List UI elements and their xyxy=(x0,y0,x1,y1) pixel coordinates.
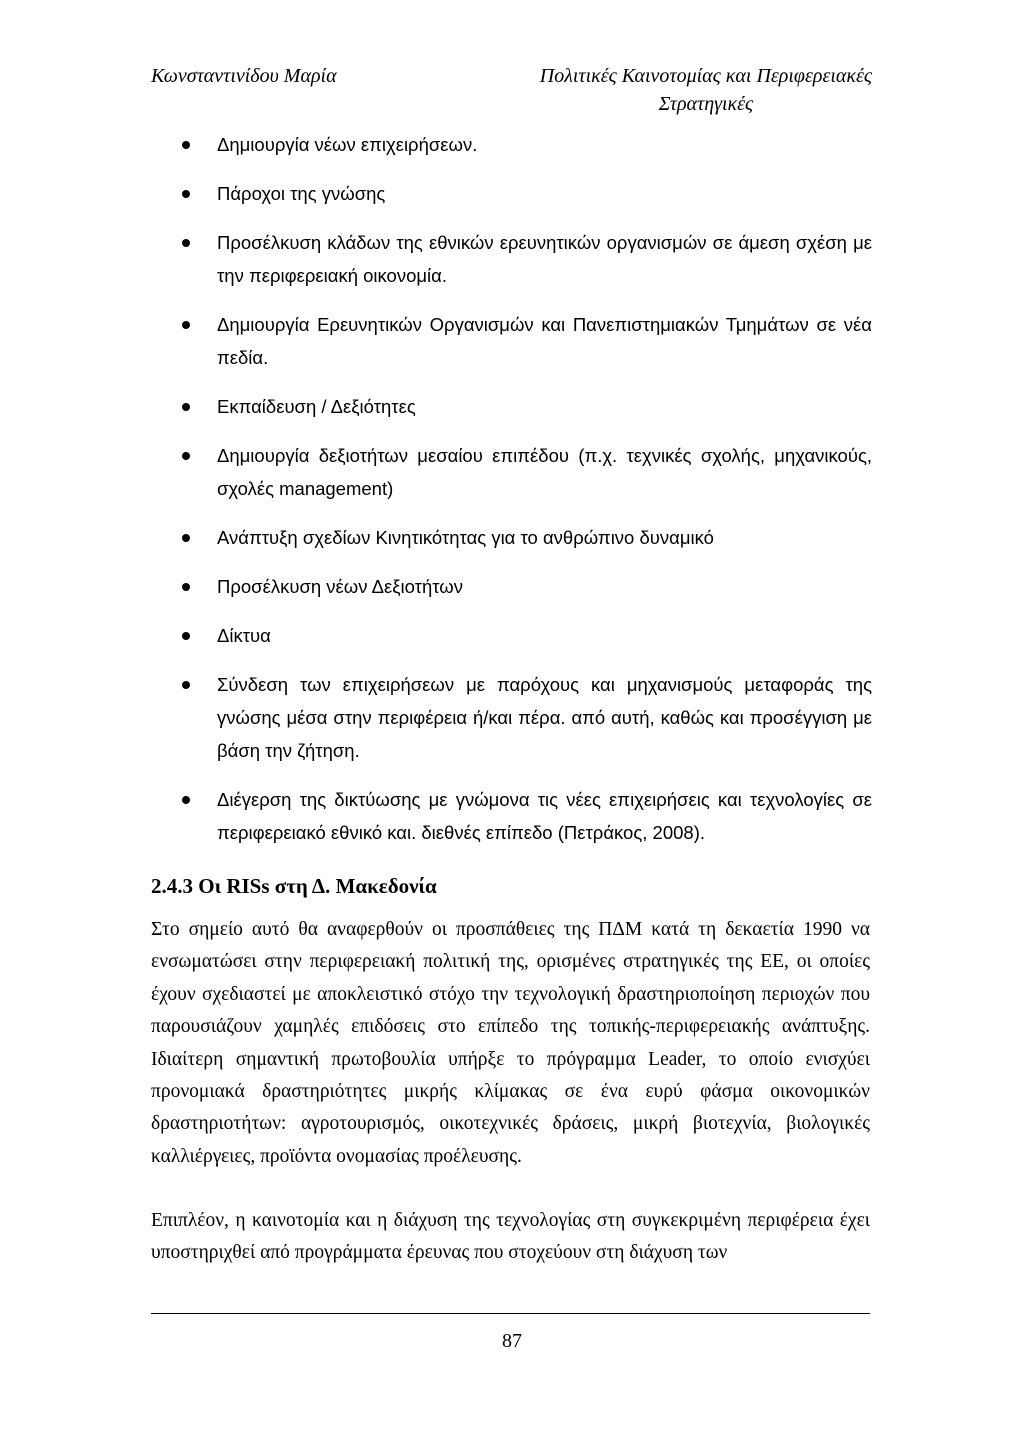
list-item xyxy=(155,177,872,210)
page-number: 87 xyxy=(502,1330,522,1352)
list-item xyxy=(155,439,872,505)
list-item xyxy=(155,668,872,767)
section-heading: 2.4.3 Οι RISs στη Δ. Μακεδονία xyxy=(151,874,437,898)
list-item-text: Δημιουργία νέων επιχειρήσεων. xyxy=(217,134,478,155)
bullet-dot-icon xyxy=(182,583,190,591)
list-item-text: Ανάπτυξη σχεδίων Κινητικότητας για το ανθρώπινο δυναμικό xyxy=(217,527,714,548)
bullet-dot-icon xyxy=(182,239,190,247)
list-item-text: Πάροχοι της γνώσης xyxy=(217,183,386,204)
bullet-list xyxy=(155,128,872,865)
bullet-dot-icon xyxy=(182,534,190,542)
list-item-text: Σύνδεση των επιχειρήσεων με παρόχους και μηχανισμούς μεταφοράς της γνώσης μέσα στην περιφέρεια ή/και πέρα. από αυτή, καθώς και προσέγγιση με βάση την ζήτηση. xyxy=(217,674,872,761)
list-item-text: Δημιουργία δεξιοτήτων μεσαίου επιπέδου (π.χ. τεχνικές σχολής, μηχανικούς, σχολές management) xyxy=(217,445,872,499)
body-paragraph: Στο σημείο αυτό θα αναφερθούν οι προσπάθειες της ΠΔΜ κατά τη δεκαετία 1990 να ενσωματώσει στην περιφερειακή πολιτική της, ορισμένες στρατηγικές της ΕΕ, οι οποίες έχουν σχεδιαστεί με αποκλειστικό στόχο την τεχνολογική δραστηριοποίηση περιοχών που παρουσιάζουν χαμηλές επιδόσεις στο επίπεδο της τοπικής-περιφερειακής ανάπτυξης. Ιδιαίτερη σημαντική πρωτοβουλία υπήρξε το πρόγραμμα Leader, το οποίο ενισχύει προνομιακά δραστηριότητες μικρής κλίμακας σε ένα ευρύ φάσμα οικονομικών δραστηριοτήτων: αγροτουρισμός, οικοτεχνικές δράσεις, μικρή βιοτεχνία, βιολογικές καλλιέργειες, προϊόντα ονομασίας προέλευσης. xyxy=(151,919,870,1167)
bullet-dot-icon xyxy=(182,452,190,460)
running-header-title xyxy=(540,62,872,118)
list-item xyxy=(155,226,872,292)
list-item xyxy=(155,128,872,161)
running-header-author: Κωνσταντινίδου Μαρία xyxy=(151,65,337,87)
list-item-text: Δίκτυα xyxy=(217,625,271,646)
list-item xyxy=(155,570,872,603)
bullet-dot-icon xyxy=(182,403,190,411)
list-item xyxy=(155,783,872,849)
bullet-dot-icon xyxy=(182,632,190,640)
running-header-title-line1: Πολιτικές Καινοτομίας και Περιφερειακές xyxy=(539,65,872,87)
bullet-dot-icon xyxy=(182,321,190,329)
footer-divider xyxy=(151,1313,870,1314)
bullet-dot-icon xyxy=(182,681,190,689)
bullet-dot-icon xyxy=(182,141,190,149)
running-header-title-line2: Στρατηγικές xyxy=(658,93,754,115)
list-item-text: Δημιουργία Ερευνητικών Οργανισμών και Πανεπιστημιακών Τμημάτων σε νέα πεδία. xyxy=(217,314,872,368)
list-item xyxy=(155,521,872,554)
list-item-text: Εκπαίδευση / Δεξιότητες xyxy=(217,396,416,417)
body-paragraph: Επιπλέον, η καινοτομία και η διάχυση της τεχνολογίας στη συγκεκριμένη περιφέρεια έχει υποστηριχθεί από προγράμματα έρευνας που στοχεύουν στη διάχυση των xyxy=(151,1210,870,1264)
list-item xyxy=(155,619,872,652)
list-item-text: Προσέλκυση κλάδων της εθνικών ερευνητικών οργανισμών σε άμεση σχέση με την περιφερειακή οικονομία. xyxy=(217,232,872,286)
bullet-dot-icon xyxy=(182,190,190,198)
list-item-text: Προσέλκυση νέων Δεξιοτήτων xyxy=(217,576,463,597)
bullet-dot-icon xyxy=(182,796,190,804)
list-item-text: Διέγερση της δικτύωσης με γνώμονα τις νέες επιχειρήσεις και τεχνολογίες σε περιφερειακό εθνικό και. διεθνές επίπεδο (Πετράκος, 2008). xyxy=(217,789,872,843)
list-item xyxy=(155,390,872,423)
list-item xyxy=(155,308,872,374)
